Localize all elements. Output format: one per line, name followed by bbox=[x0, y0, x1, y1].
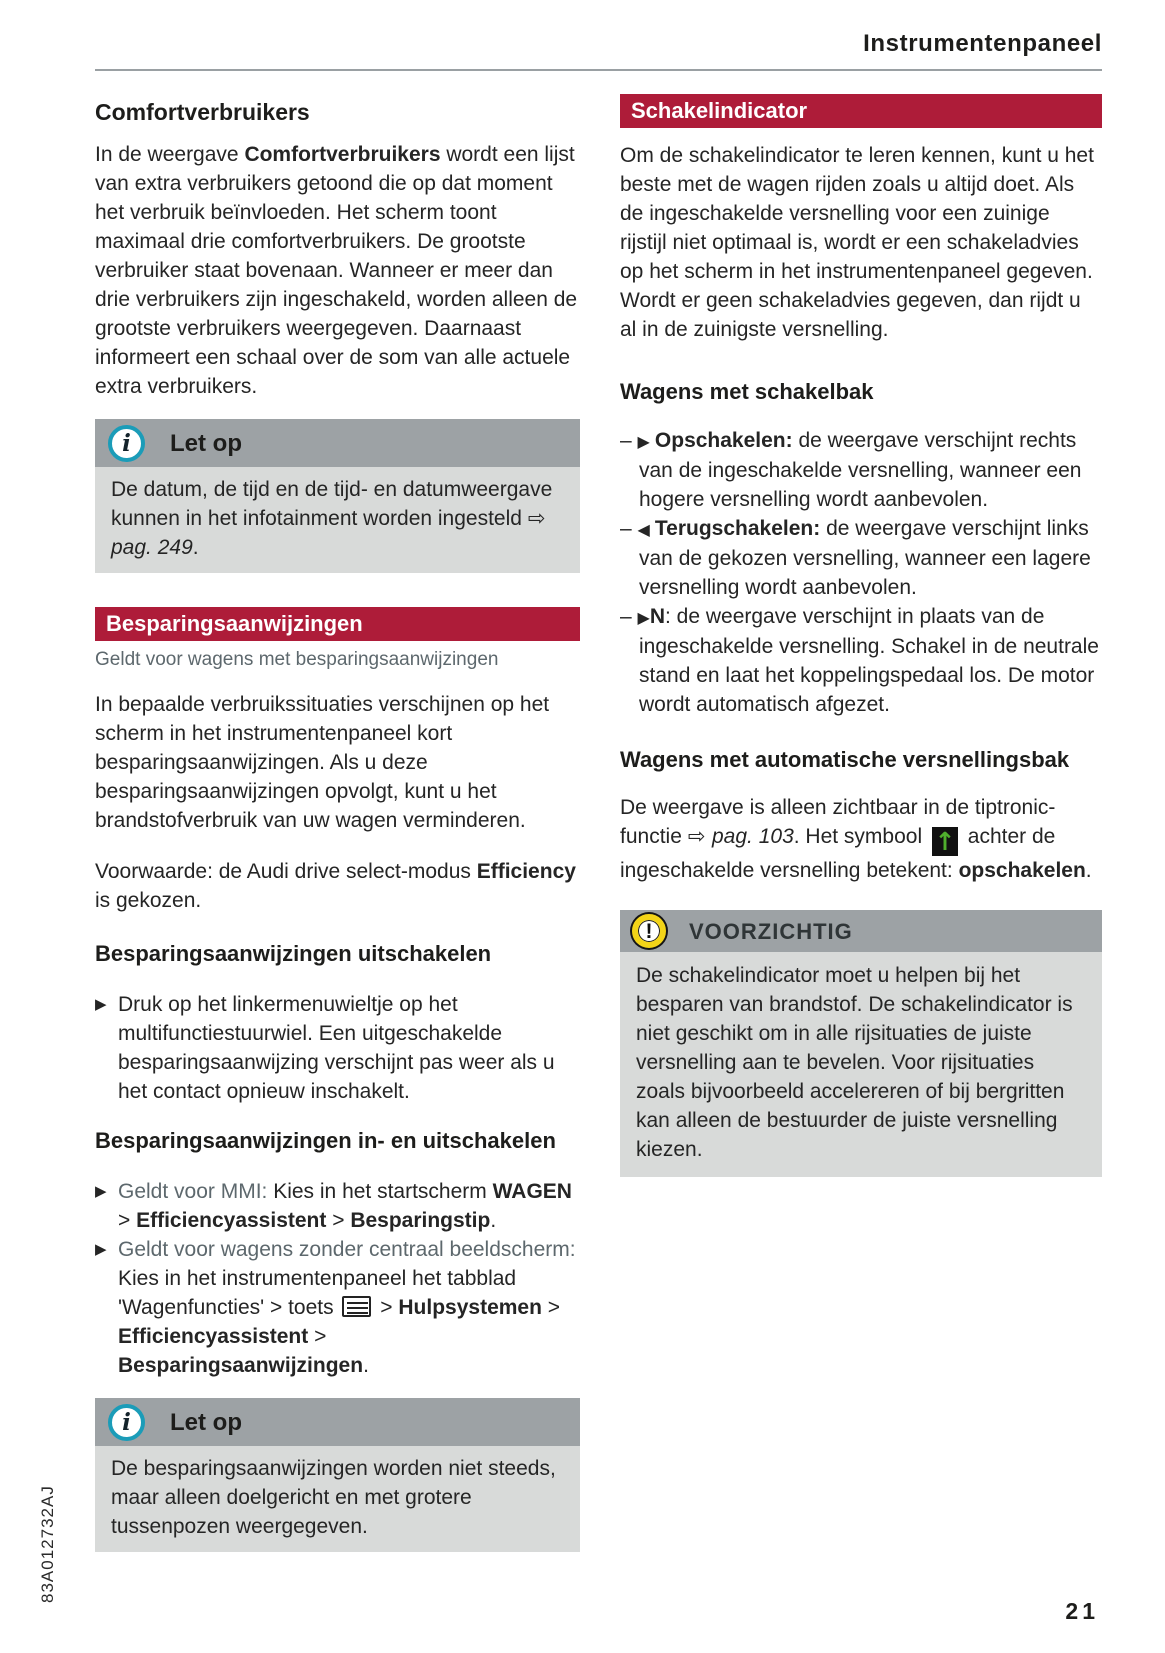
caution-body: De schakelindicator moet u helpen bij het besparen van brandstof. De schakelindicator is niet geschikt om in alle rijsituaties de juiste versnelling aan te bevelen. Voor rijsituaties zoals bijvoorbeeld accelereren of bij bergritten kan alleen de bestuurder de juiste versnelling kiezen. bbox=[620, 952, 1102, 1177]
bullet-triangle-icon: ▶ bbox=[95, 1182, 107, 1200]
left-column bbox=[95, 94, 580, 1552]
upshift-symbol-icon: ↑ bbox=[932, 827, 958, 856]
paragraph: In bepaalde verbruikssituaties verschijnen op het scherm in het instrumentenpaneel kort besparingsaanwijzingen. Als u deze besparingsaanwijzingen opvolgt, kunt u het brandstofverbruik van uw wagen verminderen. bbox=[95, 693, 550, 832]
subheading-uitschakelen: Besparingsaanwijzingen uitschakelen bbox=[95, 941, 492, 966]
list-item: – ▶N: de weergave verschijnt in plaats van de ingeschakelde versnelling. Schakel in de neutrale stand en laat het koppelingspedaal los. De motor wordt automatisch afgezet. bbox=[620, 605, 1099, 716]
page-number: 21 bbox=[1065, 1598, 1099, 1624]
header-rule bbox=[95, 69, 1102, 71]
upshift-triangle-icon: ▶ bbox=[637, 432, 655, 451]
list-item-text: Druk op het linkermenuwieltje op het multifunctiestuurwiel. Een uitgeschakelde besparingsaanwijzing verschijnt pas weer als u het contact opnieuw inschakelt. bbox=[118, 993, 555, 1103]
paragraph: In de weergave Comfortverbruikers wordt een lijst van extra verbruikers getoond die op dat moment het verbruik beïnvloeden. Het scherm toont maximaal drie comfortverbruikers. De grootste verbruiker staat bovenaan. Wanneer er meer dan drie verbruikers zijn ingeschakeld, worden alleen de grootste verbruikers weergegeven. Daarnaast informeert een schaal over de som van alle actuele extra verbruikers. bbox=[95, 143, 578, 398]
section-banner-schakelindicator: Schakelindicator bbox=[620, 94, 1102, 128]
list-item bbox=[95, 990, 580, 1106]
neutral-triangle-icon: ▶ bbox=[637, 608, 650, 627]
note-title: Let op bbox=[170, 1408, 242, 1436]
note-box-header bbox=[95, 1398, 580, 1446]
list-item: – ◀ Terugschakelen: de weergave verschijnt links van de gekozen versnelling, wanneer een lagere versnelling wordt aanbevolen. bbox=[620, 517, 1091, 599]
section-banner-besparingsaanwijzingen: Besparingsaanwijzingen bbox=[95, 607, 580, 641]
info-icon-glyph: i bbox=[122, 1408, 131, 1436]
right-column bbox=[620, 94, 1102, 1177]
list-item-text: Geldt voor wagens zonder centraal beeldscherm: Kies in het instrumentenpaneel het tabblad 'Wagenfuncties' > toets > Hulpsystemen > Efficiencyassistent > Besparingsaanwijzingen. bbox=[118, 1238, 576, 1377]
info-icon bbox=[108, 425, 145, 462]
warning-icon bbox=[632, 914, 666, 948]
bullet-triangle-icon: ▶ bbox=[95, 995, 107, 1013]
page-ref-arrow-icon: ⇨ bbox=[687, 824, 712, 848]
document-code: 83A012732AJ bbox=[38, 1485, 57, 1603]
subheading-schakelbak: Wagens met schakelbak bbox=[620, 379, 874, 404]
section-heading-comfortverbruikers: Comfortverbruikers bbox=[95, 99, 310, 125]
gear-indication-list bbox=[620, 426, 1102, 719]
note-box bbox=[95, 419, 580, 573]
subheading-automatische-versnellingsbak: Wagens met automatische versnellingsbak bbox=[620, 747, 1070, 772]
list-item bbox=[95, 1177, 580, 1235]
downshift-triangle-icon: ◀ bbox=[637, 520, 655, 539]
paragraph: Voorwaarde: de Audi drive select-modus Efficiency is gekozen. bbox=[95, 860, 576, 912]
list-item: – ▶ Opschakelen: de weergave verschijnt rechts van de ingeschakelde versnelling, wanneer een hogere versnelling wordt aanbevolen. bbox=[620, 429, 1082, 511]
list-item-text: Geldt voor MMI: Kies in het startscherm WAGEN > Efficiencyassistent > Besparingstip. bbox=[118, 1180, 572, 1232]
info-icon-glyph: i bbox=[122, 429, 131, 457]
page-header-title: Instrumentenpaneel bbox=[863, 30, 1102, 57]
info-icon bbox=[108, 1404, 145, 1441]
content-columns bbox=[95, 94, 1102, 1552]
menu-list-key-icon bbox=[342, 1296, 371, 1317]
step-list bbox=[95, 990, 580, 1106]
warning-icon-glyph: ! bbox=[645, 919, 653, 943]
paragraph: Om de schakelindicator te leren kennen, kunt u het beste met de wagen rijden zoals u altijd doet. Als de ingeschakelde versnelling voor een zuinige rijstijl niet optimaal is, wordt er een schakeladvies op het scherm in het instrumentenpaneel gegeven. Wordt er geen schakeladvies gegeven, dan rijdt u al in de zuinigste versnelling. bbox=[620, 144, 1094, 341]
note-box-header bbox=[95, 419, 580, 467]
list-item bbox=[95, 1235, 580, 1380]
caution-title: VOORZICHTIG bbox=[689, 918, 853, 944]
note-body: De datum, de tijd en de tijd- en datumweergave kunnen in het infotainment worden ingesteld ⇨ pag. 249. bbox=[95, 467, 580, 573]
bullet-triangle-icon: ▶ bbox=[95, 1240, 107, 1258]
note-body: De besparingsaanwijzingen worden niet steeds, maar alleen doelgericht en met grotere tussenpozen weergegeven. bbox=[95, 1446, 580, 1552]
applies-note: Geldt voor wagens met besparingsaanwijzingen bbox=[95, 649, 499, 670]
step-list bbox=[95, 1177, 580, 1380]
note-title: Let op bbox=[170, 429, 242, 457]
paragraph: De weergave is alleen zichtbaar in de tiptronic-functie ⇨ pag. 103. Het symbool ↑ achter de ingeschakelde versnelling betekent: opschakelen. bbox=[620, 796, 1092, 882]
note-box bbox=[95, 1398, 580, 1552]
caution-box bbox=[620, 910, 1102, 1177]
page-ref-arrow-icon: ⇨ bbox=[527, 506, 546, 530]
subheading-in-en-uitschakelen: Besparingsaanwijzingen in- en uitschakelen bbox=[95, 1128, 556, 1153]
caution-box-header bbox=[620, 910, 1102, 952]
